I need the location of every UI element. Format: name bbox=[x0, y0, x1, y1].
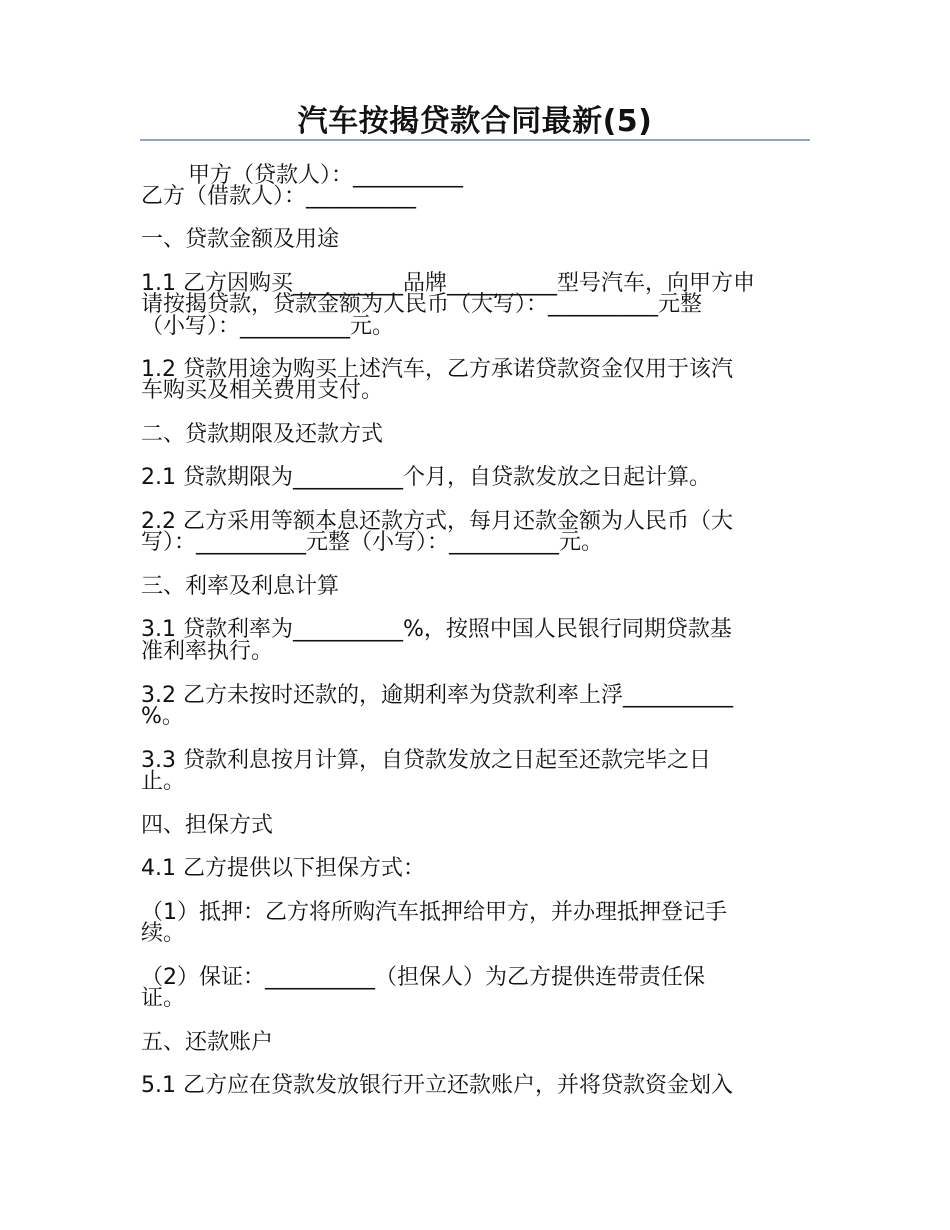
clause-1-2-line-1: 1.2 贷款用途为购买上述汽车，乙方承诺贷款资金仅用于该汽 bbox=[141, 357, 733, 382]
clause-4-1: 4.1 乙方提供以下担保方式： bbox=[141, 856, 425, 881]
section-1-heading: 一、贷款金额及用途 bbox=[141, 227, 340, 252]
document-title: 汽车按揭贷款合同最新(5) bbox=[297, 104, 653, 139]
clause-4-1-item-1-line-2: 续。 bbox=[141, 921, 186, 946]
section-4-heading: 四、担保方式 bbox=[141, 813, 274, 838]
clause-3-3-line-1: 3.3 贷款利息按月计算，自贷款发放之日起至还款完毕之日 bbox=[141, 748, 711, 773]
clause-3-2-line-1: 3.2 乙方未按时还款的，逾期利率为贷款利率上浮__________ bbox=[141, 683, 733, 708]
clause-1-1-line-2: 请按揭贷款，贷款金额为人民币（大写）：__________元整 bbox=[141, 292, 703, 317]
party-a-line: 甲方（贷款人）：__________ bbox=[188, 163, 464, 188]
section-3-heading: 三、利率及利息计算 bbox=[141, 574, 340, 599]
clause-4-1-item-1-line-1: （1）抵押：乙方将所购汽车抵押给甲方，并办理抵押登记手 bbox=[141, 900, 727, 925]
clause-4-1-item-2-line-2: 证。 bbox=[141, 986, 186, 1011]
section-2-heading: 二、贷款期限及还款方式 bbox=[141, 422, 384, 447]
clause-1-1-line-1: 1.1 乙方因购买__________品牌__________型号汽车，向甲方申 bbox=[141, 271, 755, 296]
clause-3-3-line-2: 止。 bbox=[141, 769, 186, 794]
clause-5-1-line-1: 5.1 乙方应在贷款发放银行开立还款账户，并将贷款资金划入 bbox=[141, 1073, 733, 1098]
clause-1-1-line-3: （小写）：__________元。 bbox=[141, 314, 395, 339]
title-underline bbox=[140, 139, 810, 141]
party-b-line: 乙方（借款人）：__________ bbox=[141, 184, 417, 209]
clause-3-1-line-2: 准利率执行。 bbox=[141, 639, 274, 664]
clause-2-1: 2.1 贷款期限为__________个月，自贷款发放之日起计算。 bbox=[141, 465, 711, 490]
clause-1-2-line-2: 车购买及相关费用支付。 bbox=[141, 378, 384, 403]
clause-3-1-line-1: 3.1 贷款利率为__________%，按照中国人民银行同期贷款基 bbox=[141, 617, 732, 642]
clause-4-1-item-2-line-1: （2）保证：__________（担保人）为乙方提供连带责任保 bbox=[141, 965, 705, 990]
clause-2-2-line-2: 写）：__________元整（小写）：__________元。 bbox=[141, 530, 604, 555]
clause-2-2-line-1: 2.2 乙方采用等额本息还款方式，每月还款金额为人民币（大 bbox=[141, 509, 733, 534]
clause-3-2-line-2: %。 bbox=[141, 704, 184, 729]
section-5-heading: 五、还款账户 bbox=[141, 1030, 274, 1055]
